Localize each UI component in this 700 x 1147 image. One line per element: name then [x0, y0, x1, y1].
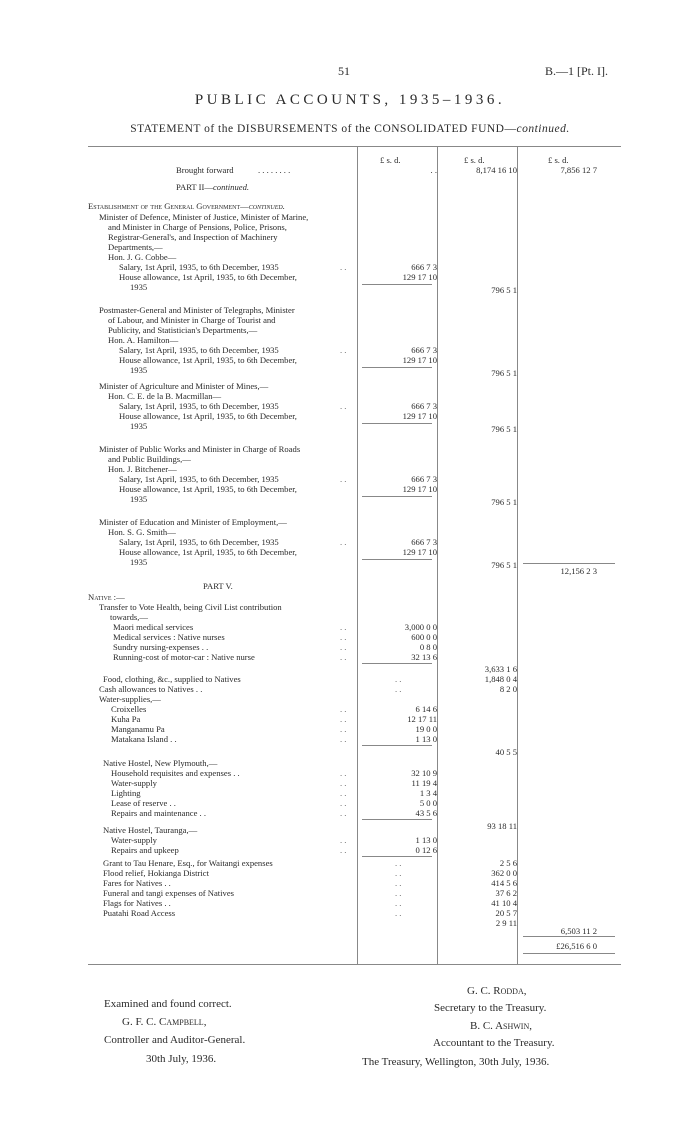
salary-amount: 666 7 3 [411, 537, 437, 547]
salary-amount: 666 7 3 [411, 474, 437, 484]
leader-dots: . . [395, 674, 402, 684]
health-item-amount: 0 8 0 [419, 642, 437, 652]
salary-line: Salary, 1st April, 1935, to 6th December, 1935 [119, 474, 279, 484]
part5-total-rule [523, 936, 615, 937]
house-allowance-year: 1935 [130, 282, 148, 292]
hostel-new-plymouth-label: Native Hostel, New Plymouth,— [103, 758, 218, 768]
food-label: Food, clothing, &c., supplied to Natives [103, 674, 241, 684]
hostel-np-item-amount: 5 0 0 [419, 798, 437, 808]
health-subtotal-rule [362, 663, 432, 664]
hostel-np-item-amount: 11 19 4 [411, 778, 437, 788]
leader-dots: . . [340, 704, 347, 714]
leader-dots: . . [340, 632, 347, 642]
health-total: 3,633 1 6 [484, 664, 517, 674]
leader-dots: . . [340, 345, 347, 355]
salary-amount: 666 7 3 [411, 345, 437, 355]
brought-forward-dots: . . . . . . . . [258, 165, 291, 175]
leader-dots: . . [340, 537, 347, 547]
col3-header: £ s. d. [548, 155, 569, 165]
establishment-heading [88, 201, 285, 211]
table-bottom-rule [88, 964, 621, 965]
food-amount: 1,848 0 4 [484, 674, 517, 684]
water-item-label: Croixelles [111, 704, 147, 714]
subtotal-rule [362, 367, 432, 368]
part2-heading-cont: continued. [212, 182, 250, 192]
hostel-np-item-label: Lease of reserve . . [111, 798, 176, 808]
cash-amount: 8 2 0 [499, 684, 517, 694]
water-item-amount: 12 17 11 [407, 714, 437, 724]
leader-dots: . . [340, 474, 347, 484]
house-allowance-line: House allowance, 1st April, 1935, to 6th December, [119, 355, 297, 365]
subtotal-rule [362, 423, 432, 424]
subtitle-continued: continued. [516, 123, 570, 135]
table-top-rule [88, 146, 621, 147]
water-subtotal-rule [362, 745, 432, 746]
hostel-np-item-amount: 43 5 6 [415, 808, 437, 818]
leader-dots: . . [340, 724, 347, 734]
misc-item-label: Flags for Natives . . [103, 898, 171, 908]
grand-total-rule [523, 953, 615, 954]
brought-forward-c2: 8,174 16 10 [476, 165, 517, 175]
house-allowance-year: 1935 [130, 421, 148, 431]
misc-item-amount: 362 0 0 [491, 868, 517, 878]
brought-forward-label: Brought forward [176, 165, 234, 175]
hostel-np-item-label: Lighting [111, 788, 141, 798]
group-heading-line: Departments,— [108, 242, 163, 252]
water-item-label: Matakana Island . . [111, 734, 177, 744]
subtotal-rule [362, 559, 432, 560]
part2-heading [176, 182, 249, 192]
house-allowance-amount: 129 17 10 [402, 547, 437, 557]
health-item-label: Running-cost of motor-car : Native nurse [113, 652, 255, 662]
leader-dots: . . [395, 858, 402, 868]
group-heading-line: Registrar-General's, and Inspection of Machinery [108, 232, 278, 242]
secretary-title: Secretary to the Treasury. [434, 1002, 547, 1014]
hostel-np-total: 93 18 11 [487, 821, 517, 831]
grand-total: £26,516 6 0 [556, 941, 597, 951]
group-heading-line: Minister of Public Works and Minister in Charge of Roads [99, 444, 301, 454]
leader-dots: . . [395, 888, 402, 898]
leader-dots: . . [340, 778, 347, 788]
health-item-amount: 3,000 0 0 [404, 622, 437, 632]
leader-dots: . . [395, 908, 402, 918]
misc-item-label: Flood relief, Hokianga District [103, 868, 209, 878]
health-item-amount: 32 13 6 [411, 652, 437, 662]
leader-dots: . . [395, 878, 402, 888]
document-reference: B.—1 [Pt. I]. [545, 64, 608, 78]
salary-line: Salary, 1st April, 1935, to 6th December, 1935 [119, 262, 279, 272]
leader-dots: . . [340, 714, 347, 724]
auditor-name: G. F. C. Campbell, [122, 1016, 207, 1028]
leader-dots: . . [340, 262, 347, 272]
salary-amount: 666 7 3 [411, 401, 437, 411]
leader-dots: . . [340, 835, 347, 845]
group-heading-line: Postmaster-General and Minister of Telegraphs, Minister [99, 305, 295, 315]
leader-dots: . . [395, 684, 402, 694]
health-item-label: Medical services : Native nurses [113, 632, 225, 642]
house-allowance-year: 1935 [130, 557, 148, 567]
group-total: 796 5 1 [491, 368, 517, 378]
brought-forward-c3: 7,856 12 7 [560, 165, 597, 175]
group-heading-line: of Labour, and Minister in Charge of Tourist and [108, 315, 276, 325]
brought-forward-c1: . . [430, 165, 437, 175]
group-heading-line: and Minister in Charge of Pensions, Police, Prisons, [108, 222, 287, 232]
page-title: PUBLIC ACCOUNTS, 1935–1936. [194, 92, 506, 108]
hostel-t-item-amount: 1 13 0 [415, 835, 437, 845]
transfer-line-2: towards,— [110, 612, 148, 622]
establishment-cont: continued. [248, 201, 285, 211]
misc-item-amount: 2 5 6 [499, 858, 517, 868]
house-allowance-line: House allowance, 1st April, 1935, to 6th December, [119, 272, 297, 282]
group-heading-line: Publicity, and Statistician's Departments,— [108, 325, 258, 335]
leader-dots: . . [340, 808, 347, 818]
water-total: 40 5 5 [495, 747, 517, 757]
hostel-t-item-amount: 0 12 6 [415, 845, 437, 855]
auditor-title: Controller and Auditor-General. [104, 1034, 246, 1046]
house-allowance-year: 1935 [130, 494, 148, 504]
health-item-label: Maori medical services [113, 622, 194, 632]
hostel-np-item-label: Repairs and maintenance . . [111, 808, 206, 818]
hostel-np-item-label: Household requisites and expenses . . [111, 768, 240, 778]
misc-item-amount: 414 5 6 [491, 878, 517, 888]
house-allowance-line: House allowance, 1st April, 1935, to 6th December, [119, 484, 297, 494]
house-allowance-amount: 129 17 10 [402, 484, 437, 494]
water-item-amount: 1 13 0 [415, 734, 437, 744]
group-total: 796 5 1 [491, 285, 517, 295]
audit-date: 30th July, 1936. [146, 1053, 217, 1065]
column-divider-1 [357, 146, 358, 964]
group-heading-line: Minister of Defence, Minister of Justice, Minister of Marine, [99, 212, 309, 222]
misc-item-amount: 41 10 4 [491, 898, 517, 908]
hostel-np-item-amount: 1 3 4 [419, 788, 437, 798]
establishment-text: Establishment of the General Government— [88, 201, 249, 211]
hostel-np-item-amount: 32 10 9 [411, 768, 437, 778]
subtotal-rule [362, 284, 432, 285]
health-item-label: Sundry nursing-expenses . . [113, 642, 209, 652]
leader-dots: . . [340, 652, 347, 662]
leader-dots: . . [340, 798, 347, 808]
leader-dots: . . [340, 768, 347, 778]
water-supplies-label: Water-supplies,— [99, 694, 161, 704]
house-allowance-amount: 129 17 10 [402, 355, 437, 365]
leader-dots: . . [340, 788, 347, 798]
water-item-amount: 19 0 0 [415, 724, 437, 734]
salary-amount: 666 7 3 [411, 262, 437, 272]
group-heading-line: Hon. J. Bitchener— [108, 464, 177, 474]
group-total: 796 5 1 [491, 560, 517, 570]
salary-line: Salary, 1st April, 1935, to 6th December, 1935 [119, 401, 279, 411]
leader-dots: . . [340, 845, 347, 855]
house-allowance-amount: 129 17 10 [402, 272, 437, 282]
house-allowance-line: House allowance, 1st April, 1935, to 6th December, [119, 547, 297, 557]
misc-item-label: Puatahi Road Access [103, 908, 176, 918]
misc-item-label: Fares for Natives . . [103, 878, 171, 888]
transfer-line-1: Transfer to Vote Health, being Civil List contribution [99, 602, 282, 612]
leader-dots: . . [395, 868, 402, 878]
subtitle-main: STATEMENT of the DISBURSEMENTS of the CONSOLIDATED FUND— [130, 123, 517, 135]
health-item-amount: 600 0 0 [411, 632, 437, 642]
group-heading-line: Minister of Agriculture and Minister of Mines,— [99, 381, 269, 391]
group-heading-line: Hon. C. E. de la B. Macmillan— [108, 391, 222, 401]
house-allowance-line: House allowance, 1st April, 1935, to 6th December, [119, 411, 297, 421]
water-item-label: Manganamu Pa [111, 724, 165, 734]
native-heading: Native :— [88, 592, 125, 602]
accountant-name: B. C. Ashwin, [470, 1020, 532, 1032]
group-heading-line: Hon. S. G. Smith— [108, 527, 176, 537]
col2-header: £ s. d. [464, 155, 485, 165]
col1-header: £ s. d. [380, 155, 401, 165]
group-heading-line: Hon. A. Hamilton— [108, 335, 179, 345]
house-allowance-amount: 129 17 10 [402, 411, 437, 421]
secretary-name: G. C. Rodda, [467, 985, 527, 997]
examined-text: Examined and found correct. [104, 998, 232, 1010]
water-item-label: Kuha Pa [111, 714, 141, 724]
salary-line: Salary, 1st April, 1935, to 6th December, 1935 [119, 537, 279, 547]
group-total: 796 5 1 [491, 497, 517, 507]
hostel-t-item-label: Water-supply [111, 835, 157, 845]
part5-total: 6,503 11 2 [560, 926, 597, 936]
part2-total-rule [523, 563, 615, 564]
salary-line: Salary, 1st April, 1935, to 6th December, 1935 [119, 345, 279, 355]
hostel-np-item-label: Water-supply [111, 778, 157, 788]
part2-total: 12,156 2 3 [560, 566, 597, 576]
column-divider-3 [517, 146, 518, 964]
group-heading-line: and Public Buildings,— [108, 454, 191, 464]
hostel-t-item-label: Repairs and upkeep [111, 845, 179, 855]
group-heading-line: Hon. J. G. Cobbe— [108, 252, 177, 262]
house-allowance-year: 1935 [130, 365, 148, 375]
leader-dots: . . [395, 898, 402, 908]
misc-item-label: Grant to Tau Henare, Esq., for Waitangi expenses [103, 858, 273, 868]
hostel-t-subtotal-rule [362, 856, 432, 857]
part2-heading-text: PART II— [176, 182, 213, 192]
water-item-amount: 6 14 6 [415, 704, 437, 714]
accountant-title: Accountant to the Treasury. [433, 1037, 555, 1049]
subtotal-rule [362, 496, 432, 497]
leader-dots: . . [340, 401, 347, 411]
misc-item-amount: 37 6 2 [495, 888, 517, 898]
group-total: 796 5 1 [491, 424, 517, 434]
leader-dots: . . [340, 622, 347, 632]
hostel-tauranga-label: Native Hostel, Tauranga,— [103, 825, 198, 835]
misc-item-amount: 2 9 11 [495, 918, 517, 928]
misc-item-label: Funeral and tangi expenses of Natives [103, 888, 235, 898]
leader-dots: . . [340, 734, 347, 744]
page-subtitle [0, 123, 700, 135]
hostel-np-subtotal-rule [362, 819, 432, 820]
part5-heading: PART V. [203, 581, 233, 591]
misc-item-amount: 20 5 7 [495, 908, 517, 918]
leader-dots: . . [340, 642, 347, 652]
cash-label: Cash allowances to Natives . . [99, 684, 203, 694]
page-number: 51 [338, 64, 350, 78]
column-divider-2 [437, 146, 438, 964]
group-heading-line: Minister of Education and Minister of Employment,— [99, 517, 287, 527]
treasury-date: The Treasury, Wellington, 30th July, 1936. [362, 1056, 550, 1068]
